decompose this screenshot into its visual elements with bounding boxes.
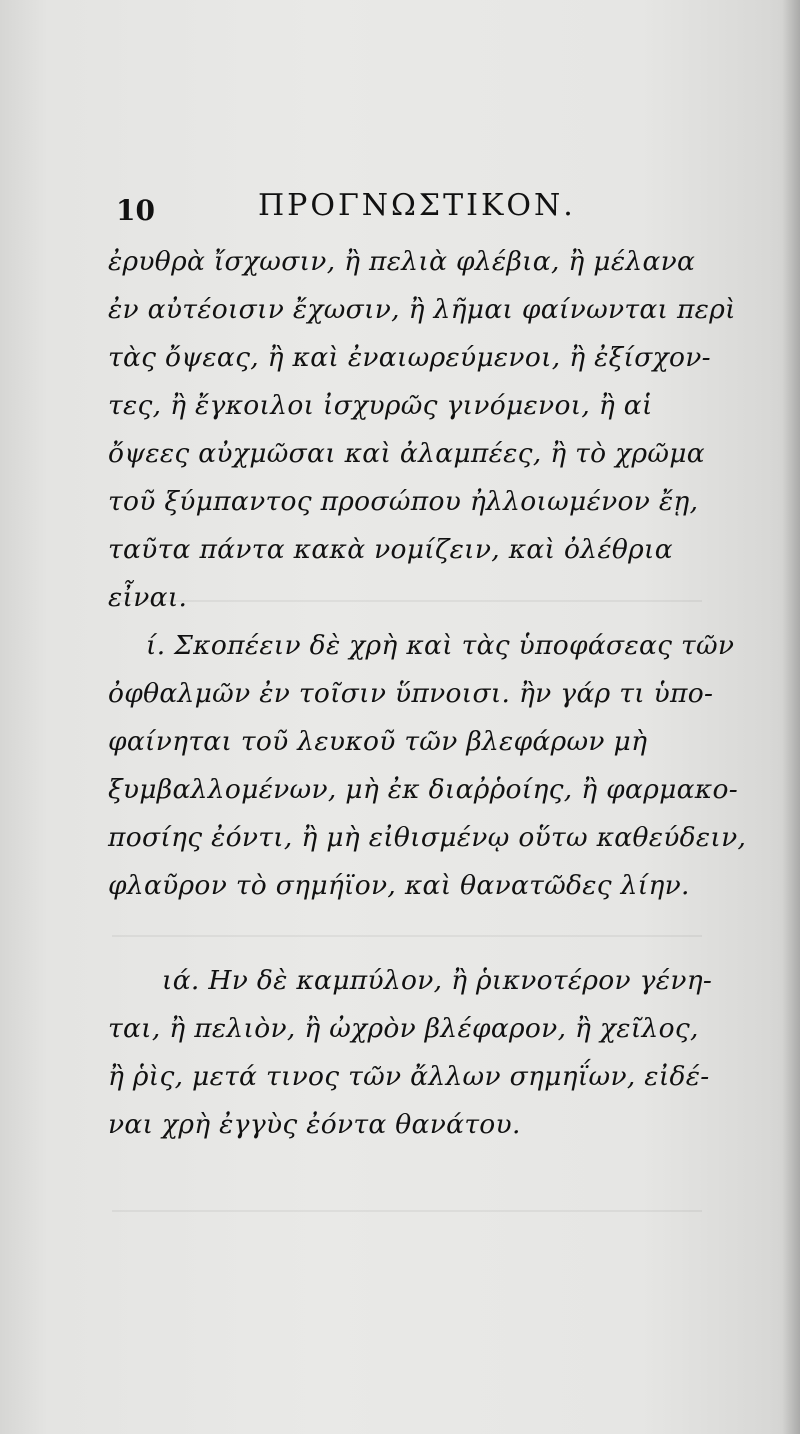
page-number: 10 bbox=[116, 194, 155, 227]
paragraph-gap bbox=[108, 910, 708, 957]
text-line: φλαῦρον τὸ σημήϊον, καὶ θανατῶδες λίην. bbox=[108, 870, 690, 901]
text-line: τὰς ὄψεας, ἢ καὶ ἐναιωρεύμενοι, ἢ ἐξίσχον- bbox=[108, 342, 711, 373]
text-line: εἶναι. bbox=[108, 582, 188, 613]
text-line: τες, ἢ ἔγκοιλοι ἰσχυρῶς γινόμενοι, ἢ αἱ bbox=[108, 390, 653, 421]
text-line: ἐν αὐτέοισιν ἔχωσιν, ἢ λῆμαι φαίνωνται περὶ bbox=[108, 294, 736, 325]
text-line: ταῦτα πάντα κακὰ νομίζειν, καὶ ὀλέθρια bbox=[108, 534, 673, 565]
text-line: τοῦ ξύμπαντος προσώπου ἠλλοιωμένον ἔῃ, bbox=[108, 486, 699, 517]
running-head: ΠΡΟΓΝΩΣΤΙΚΟΝ. bbox=[258, 188, 576, 223]
text-line: ἢ ῥὶς, μετά τινος τῶν ἄλλων σημηΐων, εἰδέ- bbox=[108, 1061, 710, 1092]
paragraph bbox=[108, 238, 736, 622]
text-line: ιά. Ην δὲ καμπύλον, ἢ ῥικνοτέρον γένη- bbox=[162, 965, 713, 996]
text-line: ὄψεες αὐχμῶσαι καὶ ἀλαμπέες, ἢ τὸ χρῶμα bbox=[108, 438, 705, 469]
paragraph bbox=[108, 622, 747, 910]
text-line: ί. Σκοπέειν δὲ χρὴ καὶ τὰς ὑποφάσεας τῶν bbox=[146, 630, 735, 661]
paragraph bbox=[108, 957, 713, 1149]
page-header bbox=[116, 188, 586, 228]
text-line: φαίνηται τοῦ λευκοῦ τῶν βλεφάρων μὴ bbox=[108, 726, 648, 757]
page-edge-shadow bbox=[782, 0, 800, 1434]
text-line: ται, ἢ πελιὸν, ἢ ὠχρὸν βλέφαρον, ἢ χεῖλος, bbox=[108, 1013, 699, 1044]
text-line: ἐρυθρὰ ἴσχωσιν, ἢ πελιὰ φλέβια, ἢ μέλανα bbox=[108, 246, 696, 277]
bleed-through-line bbox=[112, 1210, 702, 1212]
text-line: ναι χρὴ ἐγγὺς ἐόντα θανάτου. bbox=[108, 1109, 521, 1140]
text-line: ὀφθαλμῶν ἐν τοῖσιν ὕπνοισι. ἢν γάρ τι ὑπο- bbox=[108, 678, 714, 709]
text-line: ξυμβαλλομένων, μὴ ἐκ διαῤῥοίης, ἢ φαρμακο- bbox=[108, 774, 738, 805]
text-line: ποσίης ἐόντι, ἢ μὴ εἰθισμένῳ οὕτω καθεύδειν, bbox=[108, 822, 747, 853]
body-text bbox=[108, 238, 747, 1149]
